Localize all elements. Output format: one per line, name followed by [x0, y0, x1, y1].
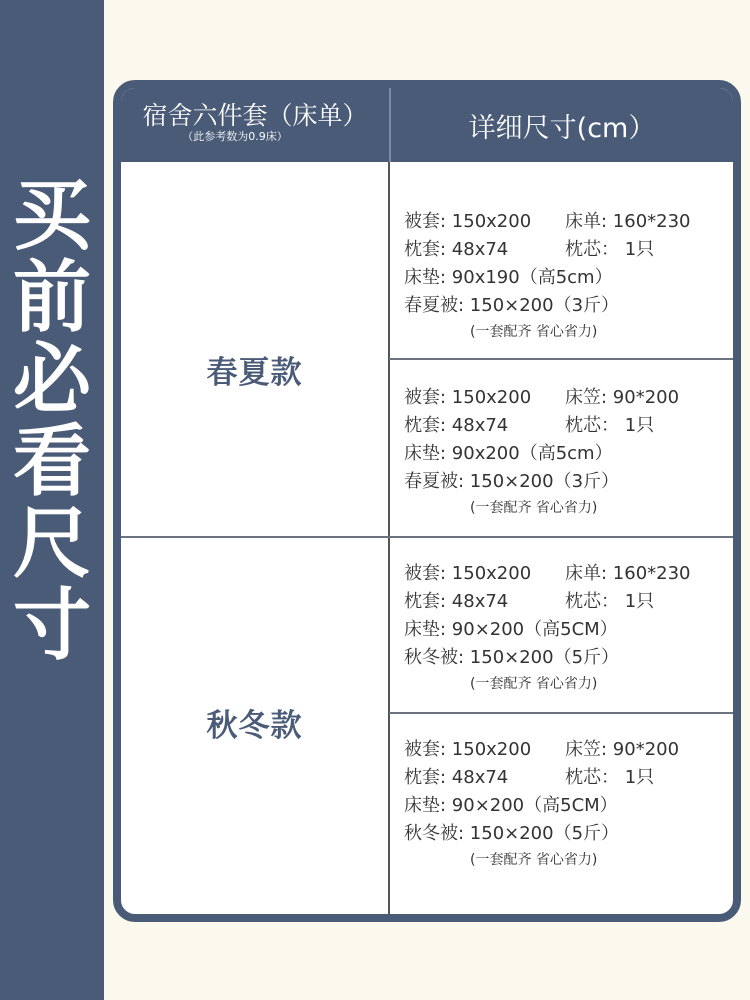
- size-item: 被套: 150x200: [404, 211, 532, 232]
- size-item: 床笠: 90*200: [565, 739, 680, 760]
- size-row: [404, 736, 734, 764]
- size-row: [404, 468, 734, 496]
- header-left: [121, 88, 389, 162]
- group-divider: [121, 536, 733, 538]
- cell-note: (一套配齐 省心省力): [470, 676, 598, 692]
- side-title-char: 前: [12, 253, 91, 343]
- size-item: 枕套: 48x74: [404, 591, 509, 612]
- header-left-title: 宿舍六件套（床单）: [142, 101, 368, 130]
- size-row: [404, 792, 734, 820]
- size-cell: [404, 384, 734, 520]
- season-autumn-winter: 秋冬款: [206, 708, 303, 744]
- size-row: [404, 560, 734, 588]
- size-item: 枕芯： 1只: [565, 767, 655, 788]
- size-item: 床单: 160*230: [565, 563, 691, 584]
- cell-divider: [389, 712, 733, 714]
- size-item: 春夏被: 150×200（3斤）: [404, 471, 620, 492]
- size-item: 枕芯： 1只: [565, 239, 655, 260]
- size-cell: [404, 736, 734, 872]
- size-row: [404, 236, 734, 264]
- size-row: [404, 292, 734, 320]
- size-item: 床垫: 90x200（高5cm）: [404, 443, 613, 464]
- table-header: [121, 88, 733, 162]
- size-item: 床垫: 90×200（高5CM）: [404, 619, 618, 640]
- side-title-char: 寸: [12, 581, 91, 671]
- size-row: [404, 264, 734, 292]
- size-row: [404, 588, 734, 616]
- side-title: [0, 171, 104, 671]
- cell-divider: [389, 358, 733, 360]
- size-item: 被套: 150x200: [404, 563, 532, 584]
- header-left-note: （此参考数为0.9床）: [182, 130, 288, 143]
- cell-note: (一套配齐 省心省力): [470, 500, 598, 516]
- size-row: [404, 764, 734, 792]
- header-right-title: 详细尺寸(cm）: [468, 112, 656, 144]
- size-item: 床笠: 90*200: [565, 387, 680, 408]
- size-item: 床垫: 90×200（高5CM）: [404, 795, 618, 816]
- season-spring-summer: 春夏款: [206, 355, 303, 391]
- size-item: 床单: 160*230: [565, 211, 691, 232]
- size-row: [404, 440, 734, 468]
- size-item: 秋冬被: 150×200（5斤）: [404, 647, 620, 668]
- column-divider: [388, 162, 390, 914]
- size-item: 枕套: 48x74: [404, 415, 509, 436]
- size-item: 春夏被: 150×200（3斤）: [404, 295, 620, 316]
- size-row: [404, 644, 734, 672]
- size-row: [404, 208, 734, 236]
- size-item: 被套: 150x200: [404, 387, 532, 408]
- size-item: 枕芯： 1只: [565, 591, 655, 612]
- side-title-char: 尺: [12, 499, 91, 589]
- size-item: 枕套: 48x74: [404, 767, 509, 788]
- size-row: [404, 616, 734, 644]
- side-title-char: 买: [12, 171, 91, 261]
- size-table: [113, 80, 741, 922]
- side-banner: [0, 0, 104, 1000]
- size-cell: [404, 560, 734, 696]
- size-item: 床垫: 90x190（高5cm）: [404, 267, 613, 288]
- size-item: 枕芯： 1只: [565, 415, 655, 436]
- cell-note: (一套配齐 省心省力): [470, 852, 598, 868]
- size-item: 枕套: 48x74: [404, 239, 509, 260]
- size-item: 秋冬被: 150×200（5斤）: [404, 823, 620, 844]
- cell-note: (一套配齐 省心省力): [470, 324, 598, 340]
- size-cell: [404, 208, 734, 344]
- size-row: [404, 412, 734, 440]
- side-title-char: 必: [12, 335, 91, 425]
- size-row: [404, 820, 734, 848]
- size-row: [404, 384, 734, 412]
- size-item: 被套: 150x200: [404, 739, 532, 760]
- side-title-char: 看: [12, 417, 91, 507]
